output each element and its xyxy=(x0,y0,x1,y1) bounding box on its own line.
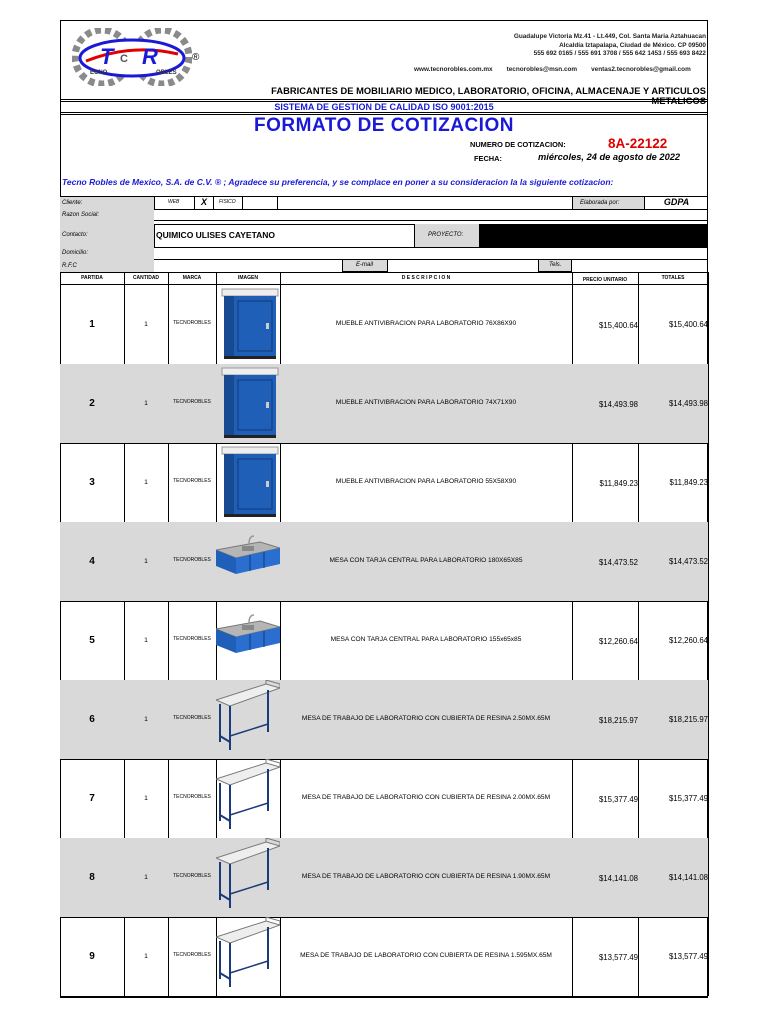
row-descripcion: MESA CON TARJA CENTRAL PARA LABORATORIO 180X65X85 xyxy=(329,557,523,564)
row-descripcion: MESA DE TRABAJO DE LABORATORIO CON CUBIERTA DE RESINA 1.595MX.65M xyxy=(300,952,552,959)
row-precio: $18,215.97 xyxy=(598,716,638,725)
registered-mark: ® xyxy=(192,52,200,63)
svg-text:C: C xyxy=(120,53,128,65)
domicilio-label: Domicilio: xyxy=(62,250,89,256)
row-precio: $13,577.49 xyxy=(598,953,638,962)
row-partida: 8 xyxy=(89,872,95,883)
row-cantidad: 1 xyxy=(144,874,148,881)
email-label: E-mail xyxy=(356,262,374,268)
row-descripcion: MESA DE TRABAJO DE LABORATORIO CON CUBIERTA DE RESINA 2.50MX.65M xyxy=(301,715,551,722)
row-marca: TECNOROBLES xyxy=(173,636,211,642)
contacto-value: QUIMICO ULISES CAYETANO xyxy=(156,230,276,240)
header-partida: PARTIDA xyxy=(81,275,103,281)
tels-label: Tels. xyxy=(549,262,562,268)
row-cantidad: 1 xyxy=(144,637,148,644)
row-descripcion: MUEBLE ANTIVIBRACION PARA LABORATORIO 55X58X90 xyxy=(335,478,517,485)
row-precio: $14,141.08 xyxy=(598,874,638,883)
table-image xyxy=(216,917,280,996)
row-precio: $12,260.64 xyxy=(598,637,638,646)
row-partida: 9 xyxy=(89,951,95,962)
cabinet-image xyxy=(216,285,280,364)
row-cantidad: 1 xyxy=(144,479,148,486)
page-title: FORMATO DE COTIZACION xyxy=(254,115,514,136)
row-descripcion: MESA DE TRABAJO DE LABORATORIO CON CUBIERTA DE RESINA 2.00MX.65M xyxy=(301,794,551,801)
row-descripcion: MESA CON TARJA CENTRAL PARA LABORATORIO 155x65x85 xyxy=(330,636,522,643)
divider xyxy=(60,996,708,997)
sink-image xyxy=(216,601,280,680)
row-precio: $15,377.49 xyxy=(598,795,638,804)
divider xyxy=(60,99,708,100)
row-cantidad: 1 xyxy=(144,716,148,723)
table-image xyxy=(216,759,280,838)
header-descripcion: D E S C R I P C I O N xyxy=(401,275,451,281)
row-cantidad: 1 xyxy=(144,795,148,802)
row-cantidad: 1 xyxy=(144,558,148,565)
divider xyxy=(60,220,708,221)
row-partida: 5 xyxy=(89,635,95,646)
row-total: $14,473.52 xyxy=(668,557,708,566)
svg-text:ECNO: ECNO xyxy=(90,70,108,76)
row-partida: 4 xyxy=(89,556,95,567)
quality-system: SISTEMA DE GESTION DE CALIDAD ISO 9001:2015 xyxy=(274,102,494,112)
email-value[interactable] xyxy=(388,259,538,272)
row-partida: 7 xyxy=(89,793,95,804)
divider xyxy=(154,224,155,247)
header-marca: MARCA xyxy=(182,275,202,281)
svg-text:T: T xyxy=(100,44,114,69)
row-marca: TECNOROBLES xyxy=(173,320,211,326)
row-cantidad: 1 xyxy=(144,400,148,407)
quote-date: miércoles, 24 de agosto de 2022 xyxy=(538,152,681,162)
row-descripcion: MESA DE TRABAJO DE LABORATORIO CON CUBIERTA DE RESINA 1.90MX.65M xyxy=(301,873,551,880)
cabinet-image xyxy=(216,364,280,443)
phone-numbers: 555 692 0165 / 555 691 3708 / 555 642 1453 / 555 693 8422 xyxy=(533,50,706,58)
row-precio: $11,849.23 xyxy=(599,479,638,488)
divider xyxy=(60,209,708,210)
fisico-label: FISICO xyxy=(219,199,236,205)
website-link[interactable]: www.tecnorobles.com.mx xyxy=(414,66,493,73)
row-precio: $14,493.98 xyxy=(598,400,638,409)
cabinet-image xyxy=(216,443,280,522)
row-marca: TECNOROBLES xyxy=(173,557,211,563)
row-total: $13,577.49 xyxy=(668,952,708,961)
web-checkbox[interactable]: X xyxy=(194,197,214,209)
email-link-2[interactable]: ventas2.tecnorobles@gmail.com xyxy=(591,66,691,73)
row-total: $11,849.23 xyxy=(669,478,708,487)
row-cantidad: 1 xyxy=(144,953,148,960)
row-partida: 6 xyxy=(89,714,95,725)
row-marca: TECNOROBLES xyxy=(173,478,211,484)
row-precio: $14,473.52 xyxy=(598,558,638,567)
proyecto-value xyxy=(480,224,708,247)
address-line-2: Alcaldía Iztapalapa, Ciudad de México. CP 09500 xyxy=(559,41,706,49)
column-divider xyxy=(708,272,709,996)
thanks-text: Tecno Robles de Mexico, S.A. de C.V. ® ; Agradece su preferencia, y se complace en poner a su consideracion la la siguiente cotizacion: xyxy=(62,177,614,187)
company-tagline: FABRICANTES DE MOBILIARIO MEDICO, LABORATORIO, OFICINA, ALMACENAJE Y ARTICULOS METALICOS xyxy=(271,86,706,106)
company-address xyxy=(514,33,706,59)
rfc-label: R.F.C xyxy=(62,263,77,269)
row-total: $15,400.64 xyxy=(668,320,708,329)
row-total: $12,260.64 xyxy=(668,636,708,645)
row-total: $15,377.49 xyxy=(668,794,708,803)
divider xyxy=(60,247,708,248)
row-total: $14,141.08 xyxy=(668,873,708,882)
sink-image xyxy=(216,522,280,601)
quote-number: 8A-22122 xyxy=(608,136,668,151)
contacto-label: Contacto: xyxy=(62,232,88,238)
date-label: FECHA: xyxy=(474,154,502,163)
address-line-1: Guadalupe Victoria Mz.41 - Lt.449, Col. Santa Maria Aztahuacan xyxy=(513,33,706,40)
row-partida: 3 xyxy=(89,477,95,488)
fisico-checkbox[interactable] xyxy=(242,197,278,209)
row-total: $18,215.97 xyxy=(668,715,708,724)
quote-number-label: NUMERO DE COTIZACION: xyxy=(470,140,566,149)
company-logo xyxy=(72,28,192,86)
row-marca: TECNOROBLES xyxy=(173,399,211,405)
row-precio: $15,400.64 xyxy=(598,321,638,330)
web-label: WEB xyxy=(168,199,180,205)
header-precio: PRECIO UNITARIO xyxy=(582,277,628,283)
table-image xyxy=(216,680,280,759)
row-descripcion: MUEBLE ANTIVIBRACION PARA LABORATORIO 76X86X90 xyxy=(335,320,517,327)
svg-text:R: R xyxy=(142,44,158,69)
row-descripcion: MUEBLE ANTIVIBRACION PARA LABORATORIO 74X71X90 xyxy=(335,399,517,406)
row-partida: 1 xyxy=(89,319,95,330)
row-marca: TECNOROBLES xyxy=(173,715,211,721)
divider xyxy=(60,112,708,113)
table-image xyxy=(216,838,280,917)
table-header xyxy=(60,272,708,283)
row-marca: TECNOROBLES xyxy=(173,952,211,958)
cliente-label: Cliente: xyxy=(62,200,83,206)
elaborada-value: GDPA xyxy=(644,197,708,209)
email-link-1[interactable]: tecnorobles@msn.com xyxy=(506,66,578,73)
row-marca: TECNOROBLES xyxy=(173,873,211,879)
row-total: $14,493.98 xyxy=(668,399,708,408)
contact-line xyxy=(414,66,691,73)
razon-social-label: Razon Social: xyxy=(62,212,100,218)
row-cantidad: 1 xyxy=(144,321,148,328)
header-totales: TOTALES xyxy=(661,275,685,281)
svg-text:OBLES: OBLES xyxy=(156,70,177,76)
row-marca: TECNOROBLES xyxy=(173,794,211,800)
header-imagen: IMAGEN xyxy=(238,275,258,281)
row-partida: 2 xyxy=(89,398,95,409)
elaborada-label: Elaborada por: xyxy=(580,200,620,206)
proyecto-label: PROYECTO: xyxy=(428,232,464,238)
header-cantidad: CANTIDAD xyxy=(132,275,160,281)
divider xyxy=(154,197,155,209)
